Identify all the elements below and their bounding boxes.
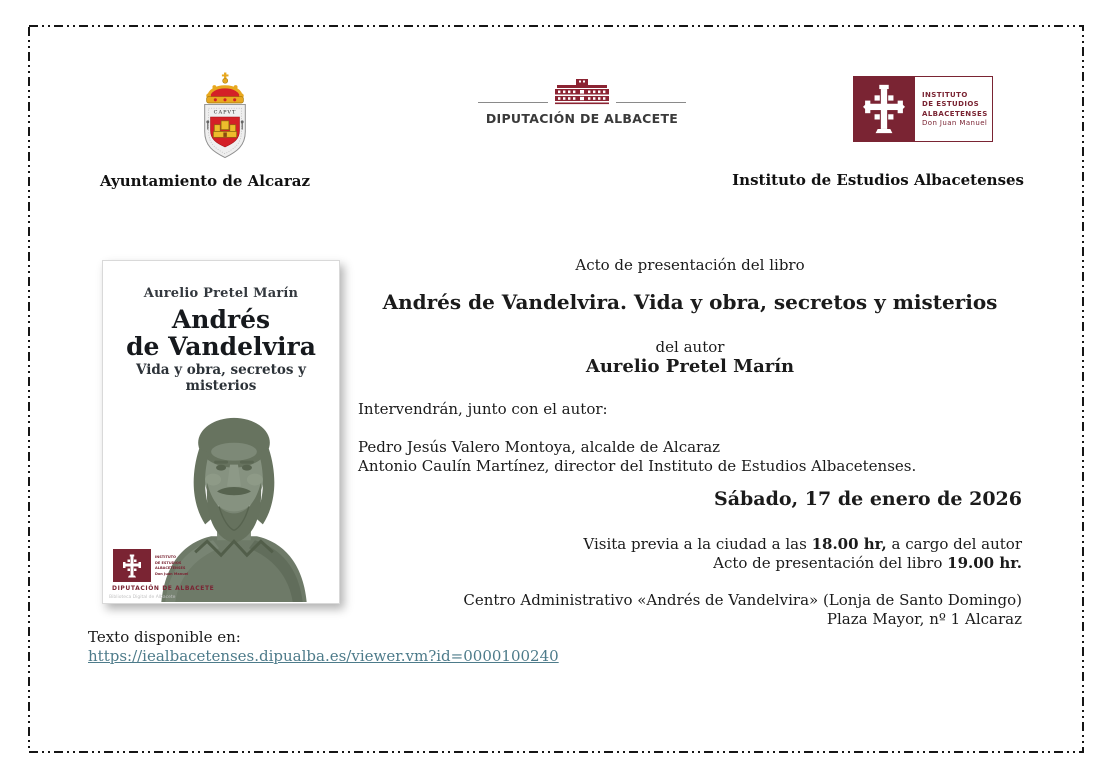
schedule-text: a cargo del autor bbox=[886, 535, 1022, 553]
speakers-intro: Intervendrán, junto con el autor: bbox=[358, 400, 608, 418]
cover-imprint-cross-panel bbox=[113, 549, 151, 582]
iea-wordmark-line: DE ESTUDIOS bbox=[922, 100, 980, 108]
venue-line2: Plaza Mayor, nº 1 Alcaraz bbox=[826, 610, 1022, 628]
iea-wordmark-line: INSTITUTO bbox=[922, 90, 968, 99]
diputacion-label: DIPUTACIÓN DE ALBACETE bbox=[485, 111, 679, 126]
cover-imprint-line: DE ESTUDIOS bbox=[155, 560, 182, 565]
iea-wordmark-line: ALBACETENSES bbox=[922, 109, 988, 118]
cover-imprint-publisher: DIPUTACIÓN DE ALBACETE bbox=[112, 585, 215, 592]
svg-text:CAPVT: CAPVT bbox=[213, 109, 237, 116]
cover-imprint-cross-icon bbox=[122, 554, 142, 578]
schedule-text: Acto de presentación del libro bbox=[713, 554, 948, 572]
schedule-text: Visita previa a la ciudad a las bbox=[583, 535, 812, 553]
iea-caption: Instituto de Estudios Albacetenses bbox=[732, 171, 1024, 189]
cover-imprint-wordmark bbox=[155, 549, 188, 582]
event-date: Sábado, 17 de enero de 2026 bbox=[713, 488, 1022, 510]
event-author-label: del autor bbox=[655, 338, 725, 356]
cover-imprint-logo bbox=[113, 549, 188, 582]
cover-imprint-line: INSTITUTO bbox=[155, 555, 177, 559]
availability-label: Texto disponible en: bbox=[88, 628, 241, 646]
schedule-line bbox=[358, 535, 1022, 554]
venue-line1: Centro Administrativo «Andrés de Vandelvira» (Lonja de Santo Domingo) bbox=[463, 591, 1022, 609]
event-author: Aurelio Pretel Marín bbox=[585, 356, 795, 377]
book-cover bbox=[102, 260, 340, 604]
event-details bbox=[358, 0, 1022, 783]
schedule-time: 18.00 hr, bbox=[811, 535, 887, 553]
speaker-line: Pedro Jesús Valero Montoya, alcalde de Alcaraz bbox=[358, 438, 721, 456]
cover-title-line1: Andrés bbox=[171, 305, 271, 334]
cover-subtitle: Vida y obra, secretos y misterios bbox=[136, 362, 306, 394]
cover-watermark: Biblioteca Digital de Albacete bbox=[109, 595, 176, 600]
speaker-line: Antonio Caulín Martínez, director del Instituto de Estudios Albacetenses. bbox=[358, 457, 917, 475]
schedule-line bbox=[358, 554, 1022, 573]
iea-wordmark-line: Don Juan Manuel bbox=[922, 119, 988, 127]
alcaraz-caption: Ayuntamiento de Alcaraz bbox=[100, 172, 310, 190]
event-intro: Acto de presentación del libro bbox=[575, 256, 805, 274]
cover-author: Aurelio Pretel Marín bbox=[143, 286, 299, 301]
event-book-title: Andrés de Vandelvira. Vida y obra, secretos y misterios bbox=[382, 290, 998, 314]
alcaraz-coat-of-arms-icon bbox=[196, 70, 254, 164]
cover-imprint-line: Don Juan Manuel bbox=[155, 571, 189, 576]
schedule-time: 19.00 hr. bbox=[947, 554, 1022, 572]
cover-title-line2: de Vandelvira bbox=[126, 332, 316, 361]
availability-link-row bbox=[88, 647, 559, 665]
text-link[interactable]: https://iealbacetenses.dipualba.es/viewer.vm?id=0000100240 bbox=[88, 647, 559, 665]
cover-imprint-line: ALBACETENSES bbox=[155, 566, 186, 570]
cover-title bbox=[103, 306, 339, 360]
